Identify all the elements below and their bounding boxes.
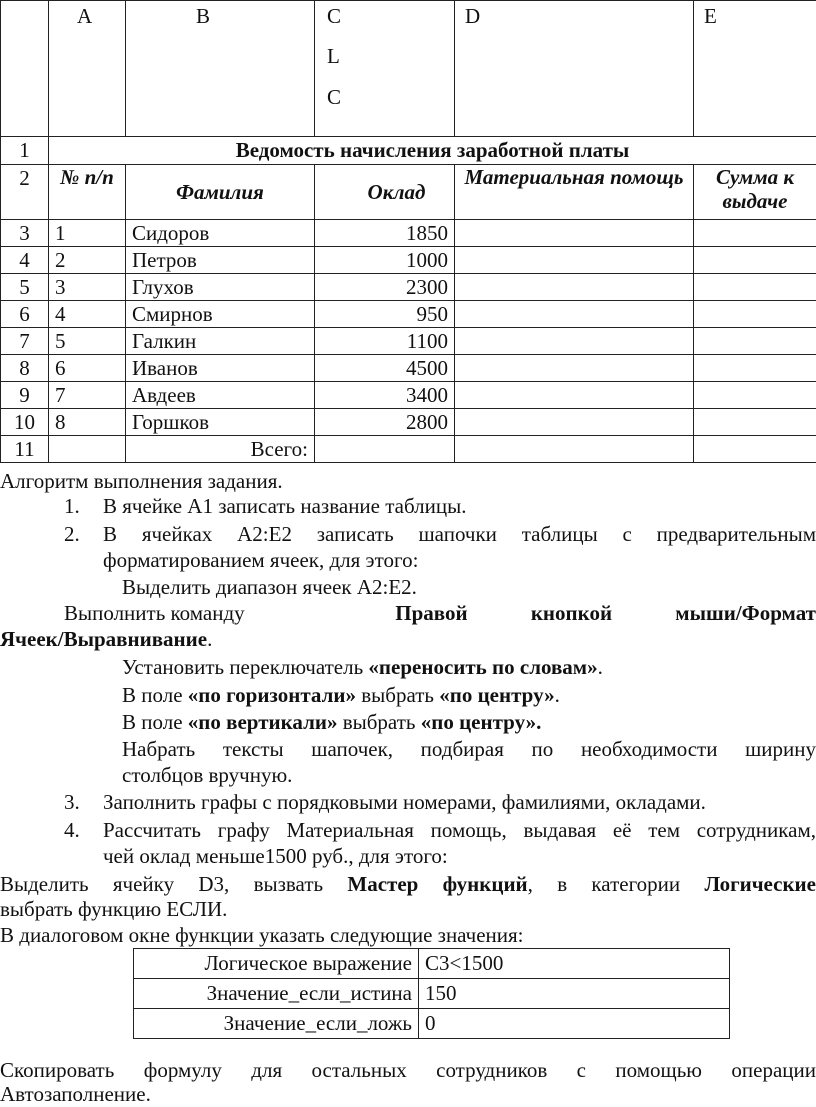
list-number: 2. [64,522,80,546]
cell-salary[interactable]: 950 [315,301,455,328]
argument-name: Логическое выражение [134,949,419,979]
cell-surname[interactable]: Иванов [126,355,315,382]
argument-value: 0 [419,1009,730,1039]
list-number: 3. [64,790,80,814]
corner-cell[interactable] [1,1,49,137]
column-header-c[interactable] [315,1,455,137]
cell-aid[interactable] [455,436,694,463]
header-cell-total[interactable]: Сумма к выдаче [694,165,816,220]
row-number[interactable]: 3 [1,220,49,247]
argument-name: Значение_если_истина [134,979,419,1009]
row-number[interactable]: 10 [1,409,49,436]
option-text: «по горизонтали» [187,683,356,707]
column-header-a[interactable]: A [49,1,126,137]
list-item [0,790,816,816]
table-row [1,328,816,355]
menu-path-text: Правой кнопкой мыши/Формат [395,601,816,625]
table-row [1,409,816,436]
list-item [0,522,816,574]
cell-surname[interactable]: Сидоров [126,220,315,247]
instruction-line: Выделить диапазон ячеек А2:Е2. [122,575,417,599]
punctuation: . [597,655,603,679]
instruction-text: , в категории [527,872,705,896]
row-number[interactable]: 1 [1,137,49,165]
instruction-line: Автозаполнение. [0,1082,151,1106]
table-row [134,949,730,979]
cell-total[interactable] [694,328,816,355]
cell-total[interactable] [694,436,816,463]
cell-surname[interactable]: Горшков [126,409,315,436]
row-number[interactable]: 5 [1,274,49,301]
column-c-letter-2: L [327,44,340,68]
cell-salary[interactable]: 1850 [315,220,455,247]
row-number[interactable]: 11 [1,436,49,463]
cell-aid[interactable] [455,301,694,328]
sheet-title-cell[interactable]: Ведомость начисления заработной платы [49,137,816,165]
cell-aid[interactable] [455,247,694,274]
cell-aid[interactable] [455,355,694,382]
spreadsheet-table [0,0,816,463]
row-number[interactable]: 7 [1,328,49,355]
cell-surname[interactable]: Глухов [126,274,315,301]
header-cell-surname[interactable]: Фамилия [126,165,315,220]
punctuation: . [207,627,213,651]
cell-total[interactable] [694,301,816,328]
option-text: «по центру». [420,710,542,734]
algorithm-heading: Алгоритм выполнения задания. [0,469,283,493]
punctuation: . [554,683,560,707]
option-text: «по центру» [439,683,555,707]
argument-value: С3<1500 [419,949,730,979]
instruction-line: В диалоговом окне функции указать следующие значения: [0,923,524,947]
cell-salary[interactable]: 2300 [315,274,455,301]
table-row [1,274,816,301]
cell-total[interactable] [694,409,816,436]
table-row [134,1009,730,1039]
cell-aid[interactable] [455,328,694,355]
category-text: Логические [704,872,816,896]
table-row [1,301,816,328]
instruction-line: Скопировать формулу для остальных сотрудников с помощью операции [0,1058,816,1082]
instruction-text: Установить переключатель [122,655,369,679]
option-text: «по вертикали» [187,710,338,734]
cell-aid[interactable] [455,382,694,409]
option-text: «переносить по словам» [368,655,598,679]
menu-path-text: Ячеек/Выравнивание [0,627,208,651]
cell-salary[interactable]: 3400 [315,382,455,409]
cell-total[interactable] [694,220,816,247]
table-row [1,436,816,463]
cell-surname[interactable]: Авдеев [126,382,315,409]
table-row [1,220,816,247]
cell-total[interactable] [694,355,816,382]
row-number[interactable]: 6 [1,301,49,328]
instruction-line [122,682,816,708]
list-item [0,494,816,520]
row-number[interactable]: 2 [1,165,49,220]
cell-num[interactable]: 5 [49,328,126,355]
step-text: Заполнить графы с порядковыми номерами, фамилиями, окладами. [103,790,706,814]
wizard-name-text: Мастер функций [347,872,528,896]
cell-num[interactable]: 7 [49,382,126,409]
column-c-letter-3: C [327,85,342,109]
cell-aid[interactable] [455,220,694,247]
cell-num[interactable]: 6 [49,355,126,382]
instruction-text: Выполнить команду [64,601,245,625]
list-number: 1. [64,494,80,518]
instruction-line: выбрать функцию ЕСЛИ. [0,897,228,921]
step-text: В ячейках А2:Е2 записать шапочки таблицы с предварительным [103,522,816,546]
cell-surname[interactable]: Петров [126,247,315,274]
table-row [1,247,816,274]
row-number[interactable]: 9 [1,382,49,409]
cell-num[interactable]: 3 [49,274,126,301]
column-header-e[interactable]: E [694,1,816,137]
function-arguments-table [133,948,730,1039]
cell-salary[interactable]: 4500 [315,355,455,382]
column-c-letter-1: C [327,4,342,28]
step-text: чей оклад меньше1500 руб., для этого: [103,844,448,868]
cell-total[interactable] [694,382,816,409]
instruction-text: выбрать [355,683,440,707]
argument-value: 150 [419,979,730,1009]
instruction-text: выбрать [337,710,421,734]
cell-surname[interactable]: Галкин [126,328,315,355]
cell-total[interactable] [694,247,816,274]
row-number[interactable]: 4 [1,247,49,274]
header-cell-num[interactable]: № п/п [49,165,126,220]
table-row [1,355,816,382]
instruction-text: Выделить ячейку D3, вызвать [0,872,348,896]
argument-name: Значение_если_ложь [134,1009,419,1039]
instruction-line [122,654,816,680]
list-number: 4. [64,818,80,842]
header-cell-salary[interactable]: Оклад [315,165,455,220]
column-header-b[interactable]: B [126,1,315,137]
instruction-text: В поле [122,683,188,707]
instruction-line [122,709,816,735]
cell-num[interactable]: 8 [49,409,126,436]
cell-total[interactable] [694,274,816,301]
cell-salary[interactable] [315,436,455,463]
cell-num[interactable]: 2 [49,247,126,274]
cell-salary[interactable]: 2800 [315,409,455,436]
instruction-line [0,871,816,897]
step-text: Рассчитать графу Материальная помощь, выдавая её тем сотрудникам, [103,818,816,842]
row-number[interactable]: 8 [1,355,49,382]
column-header-d[interactable]: D [455,1,694,137]
instruction-text: В поле [122,710,188,734]
instruction-line [0,626,816,652]
list-item [0,818,816,870]
cell-salary[interactable]: 1100 [315,328,455,355]
table-row [1,137,816,165]
cell-aid[interactable] [455,409,694,436]
cell-num[interactable] [49,436,126,463]
step-text: форматированием ячеек, для этого: [103,548,419,572]
instruction-line: Набрать тексты шапочек, подбирая по необходимости ширину [122,737,816,761]
cell-num[interactable]: 1 [49,220,126,247]
cell-surname[interactable]: Смирнов [126,301,315,328]
instruction-line [0,600,816,626]
table-row [134,979,730,1009]
instruction-line: столбцов вручную. [122,763,293,787]
cell-salary[interactable]: 1000 [315,247,455,274]
column-header-row [1,1,816,137]
step-text: В ячейке А1 записать название таблицы. [103,494,467,518]
cell-aid[interactable] [455,274,694,301]
table-row [1,382,816,409]
header-cell-aid[interactable]: Материальная помощь [455,165,694,220]
cell-num[interactable]: 4 [49,301,126,328]
table-row [1,165,816,220]
total-label-cell[interactable]: Всего: [126,436,315,463]
